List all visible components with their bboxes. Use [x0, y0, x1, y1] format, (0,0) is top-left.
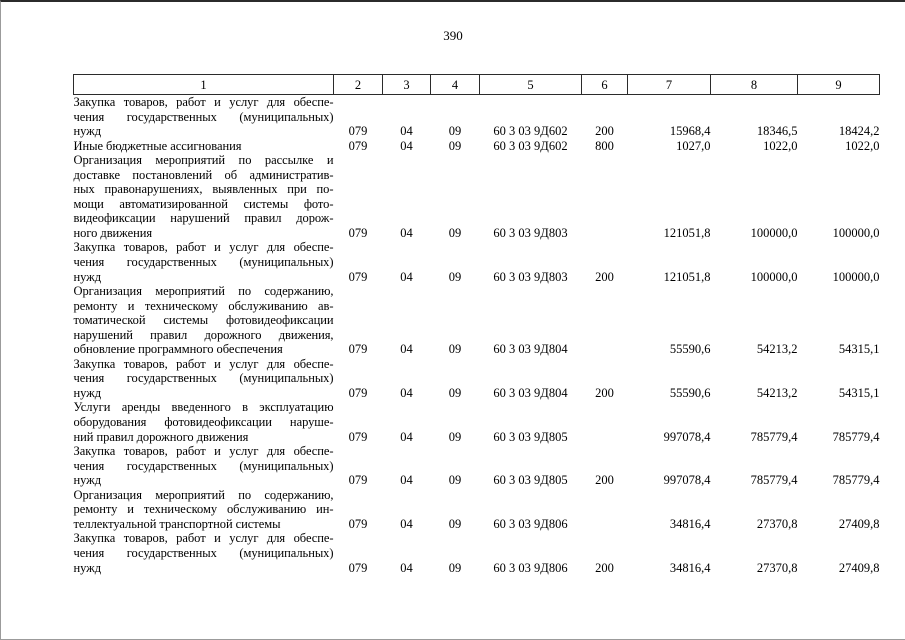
cell-col3: 04 [400, 516, 413, 531]
cell-col7: 121051,8 [663, 269, 711, 284]
cell-col8: 54213,2 [756, 385, 798, 400]
cell-col7: 55590,6 [669, 342, 711, 357]
cell-col6: 200 [595, 473, 614, 488]
cell-col5: 60 3 03 9Д804 [493, 385, 568, 400]
cell-col5: 60 3 03 9Д805 [493, 473, 568, 488]
row-name-line: Иные бюджетные ассигнования [73, 138, 242, 153]
column-header: 6 [582, 75, 628, 95]
cell-col9: 785779,4 [832, 473, 880, 488]
cell-col9: 18424,2 [838, 124, 880, 139]
cell-col8: 100000,0 [750, 225, 798, 240]
table-header [74, 75, 880, 95]
cell-col3: 04 [400, 385, 413, 400]
page-number: 390 [443, 28, 463, 43]
row-name-cell [74, 444, 334, 488]
column-header: 7 [628, 75, 711, 95]
cell-col9: 54315,1 [838, 385, 880, 400]
cell-col3: 04 [400, 138, 413, 153]
table-row [74, 444, 880, 488]
row-name-line: ний правил дорожного движения [73, 429, 249, 444]
cell-col9: 27409,8 [838, 516, 880, 531]
table-row [74, 139, 880, 154]
cell-col8: 27370,8 [756, 560, 798, 575]
cell-col7: 15968,4 [669, 124, 711, 139]
cell-col7: 55590,6 [669, 385, 711, 400]
cell-col7: 121051,8 [663, 225, 711, 240]
cell-col7: 997078,4 [663, 473, 711, 488]
table-row [74, 488, 880, 532]
cell-col9: 100000,0 [832, 269, 880, 284]
row-name-line: чения государственных (муниципальных) [73, 458, 334, 473]
row-name-cell [74, 400, 334, 444]
cell-col3: 04 [400, 429, 413, 444]
cell-col4: 09 [448, 516, 462, 531]
row-name-line: мощи автоматизированной системы фото- [73, 196, 334, 211]
row-name-line: обновление программного обеспечения [73, 342, 283, 357]
table-row [74, 531, 880, 575]
row-name-line: нужд [73, 560, 102, 575]
cell-col8: 785779,4 [750, 473, 798, 488]
cell-col9: 54315,1 [838, 342, 880, 357]
row-name-line: чения государственных (муниципальных) [73, 545, 334, 560]
cell-col6 [582, 400, 628, 444]
table-row [74, 400, 880, 444]
cell-col2: 079 [348, 225, 368, 240]
cell-col5: 60 3 03 9Д806 [493, 516, 568, 531]
cell-col4: 09 [448, 429, 462, 444]
cell-col2: 079 [348, 473, 368, 488]
cell-col7: 34816,4 [669, 516, 711, 531]
cell-col6 [582, 284, 628, 357]
cell-col7: 34816,4 [669, 560, 711, 575]
cell-col2: 079 [348, 560, 368, 575]
cell-col8: 100000,0 [750, 269, 798, 284]
row-name-line: Организация мероприятий по рассылке и [73, 153, 334, 168]
column-header: 2 [334, 75, 383, 95]
row-name-cell [74, 357, 334, 401]
row-name-line: томатической системы фотовидеофиксации [73, 313, 334, 328]
row-name-line: нарушений правил дорожного движения, [73, 327, 334, 342]
row-name-line: Закупка товаров, работ и услуг для обеспе- [73, 95, 334, 109]
cell-col4: 09 [448, 225, 462, 240]
cell-col3: 04 [400, 560, 413, 575]
cell-col6 [582, 488, 628, 532]
row-name-line: оборудования фотовидеофиксации наруше- [73, 415, 334, 430]
table-row [74, 240, 880, 284]
cell-col4: 09 [448, 473, 462, 488]
table-row [74, 153, 880, 240]
row-name-line: нужд [73, 385, 102, 400]
cell-col8: 1022,0 [763, 138, 798, 153]
cell-col7: 997078,4 [663, 429, 711, 444]
row-name-line: Закупка товаров, работ и услуг для обеспе- [73, 531, 334, 546]
row-name-line: чения государственных (муниципальных) [73, 371, 334, 386]
row-name-line: Закупка товаров, работ и услуг для обеспе- [73, 356, 334, 371]
column-header: 1 [74, 75, 334, 95]
row-name-cell [74, 284, 334, 357]
row-name-line: ного движения [73, 225, 153, 240]
cell-col9: 100000,0 [832, 225, 880, 240]
column-header: 5 [480, 75, 582, 95]
cell-col4: 09 [448, 124, 462, 139]
row-name-line: Закупка товаров, работ и услуг для обеспе- [73, 240, 334, 255]
cell-col6 [582, 153, 628, 240]
cell-col8: 54213,2 [756, 342, 798, 357]
table-row [74, 284, 880, 357]
row-name-cell [74, 488, 334, 532]
cell-col3: 04 [400, 225, 413, 240]
cell-col4: 09 [448, 269, 462, 284]
cell-col4: 09 [448, 138, 462, 153]
cell-col2: 079 [348, 269, 368, 284]
cell-col6: 800 [595, 138, 614, 153]
row-name-cell [74, 95, 334, 139]
row-name-line: теллектуальной транспортной системы [73, 516, 281, 531]
cell-col5: 60 3 03 9Д602 [493, 138, 568, 153]
cell-col3: 04 [400, 269, 413, 284]
cell-col5: 60 3 03 9Д806 [493, 560, 568, 575]
column-header: 9 [798, 75, 880, 95]
cell-col5: 60 3 03 9Д803 [493, 225, 568, 240]
row-name-line: доставке постановлений об административ- [73, 167, 334, 182]
cell-col4: 09 [448, 342, 462, 357]
row-name-line: ремонту и техническому обслуживанию ин- [73, 502, 334, 517]
cell-col8: 18346,5 [756, 124, 798, 139]
row-name-line: Организация мероприятий по содержанию, [73, 487, 334, 502]
cell-col3: 04 [400, 124, 413, 139]
cell-col2: 079 [348, 124, 368, 139]
table-row [74, 95, 880, 139]
cell-col8: 785779,4 [750, 429, 798, 444]
cell-col2: 079 [348, 516, 368, 531]
cell-col3: 04 [400, 473, 413, 488]
cell-col2: 079 [348, 342, 368, 357]
cell-col2: 079 [348, 138, 368, 153]
cell-col7: 1027,0 [676, 138, 711, 153]
cell-col2: 079 [348, 429, 368, 444]
row-name-line: нужд [73, 124, 102, 139]
cell-col5: 60 3 03 9Д602 [493, 124, 568, 139]
row-name-line: нужд [73, 473, 102, 488]
row-name-line: Закупка товаров, работ и услуг для обеспе- [73, 444, 334, 459]
cell-col4: 09 [448, 385, 462, 400]
cell-col9: 27409,8 [838, 560, 880, 575]
column-header: 4 [431, 75, 480, 95]
row-name-line: ных правонарушениях, выявленных при по- [73, 182, 334, 197]
cell-col6: 200 [595, 269, 614, 284]
cell-col8: 27370,8 [756, 516, 798, 531]
cell-col9: 1022,0 [845, 138, 880, 153]
cell-col5: 60 3 03 9Д805 [493, 429, 568, 444]
row-name-line: Организация мероприятий по содержанию, [73, 284, 334, 299]
row-name-line: нужд [73, 269, 102, 284]
cell-col4: 09 [448, 560, 462, 575]
cell-col6: 200 [595, 560, 614, 575]
row-name-line: Услуги аренды введенного в эксплуатацию [73, 400, 334, 415]
table-row [74, 357, 880, 401]
row-name-line: видеофиксации нарушений правил дорож- [73, 211, 334, 226]
cell-col3: 04 [400, 342, 413, 357]
row-name-cell [74, 139, 334, 154]
row-name-cell [74, 531, 334, 575]
budget-table [73, 74, 880, 575]
cell-col9: 785779,4 [832, 429, 880, 444]
row-name-cell [74, 153, 334, 240]
row-name-line: ремонту и техническому обслуживанию ав- [73, 298, 334, 313]
row-name-line: чения государственных (муниципальных) [73, 109, 334, 124]
cell-col5: 60 3 03 9Д803 [493, 269, 568, 284]
column-header: 8 [711, 75, 798, 95]
header-row [74, 75, 880, 95]
cell-col6: 200 [595, 385, 614, 400]
row-name-line: чения государственных (муниципальных) [73, 255, 334, 270]
cell-col2: 079 [348, 385, 368, 400]
cell-col6: 200 [595, 124, 614, 139]
column-header: 3 [383, 75, 431, 95]
cell-col5: 60 3 03 9Д804 [493, 342, 568, 357]
row-name-cell [74, 240, 334, 284]
table-body [74, 95, 880, 576]
